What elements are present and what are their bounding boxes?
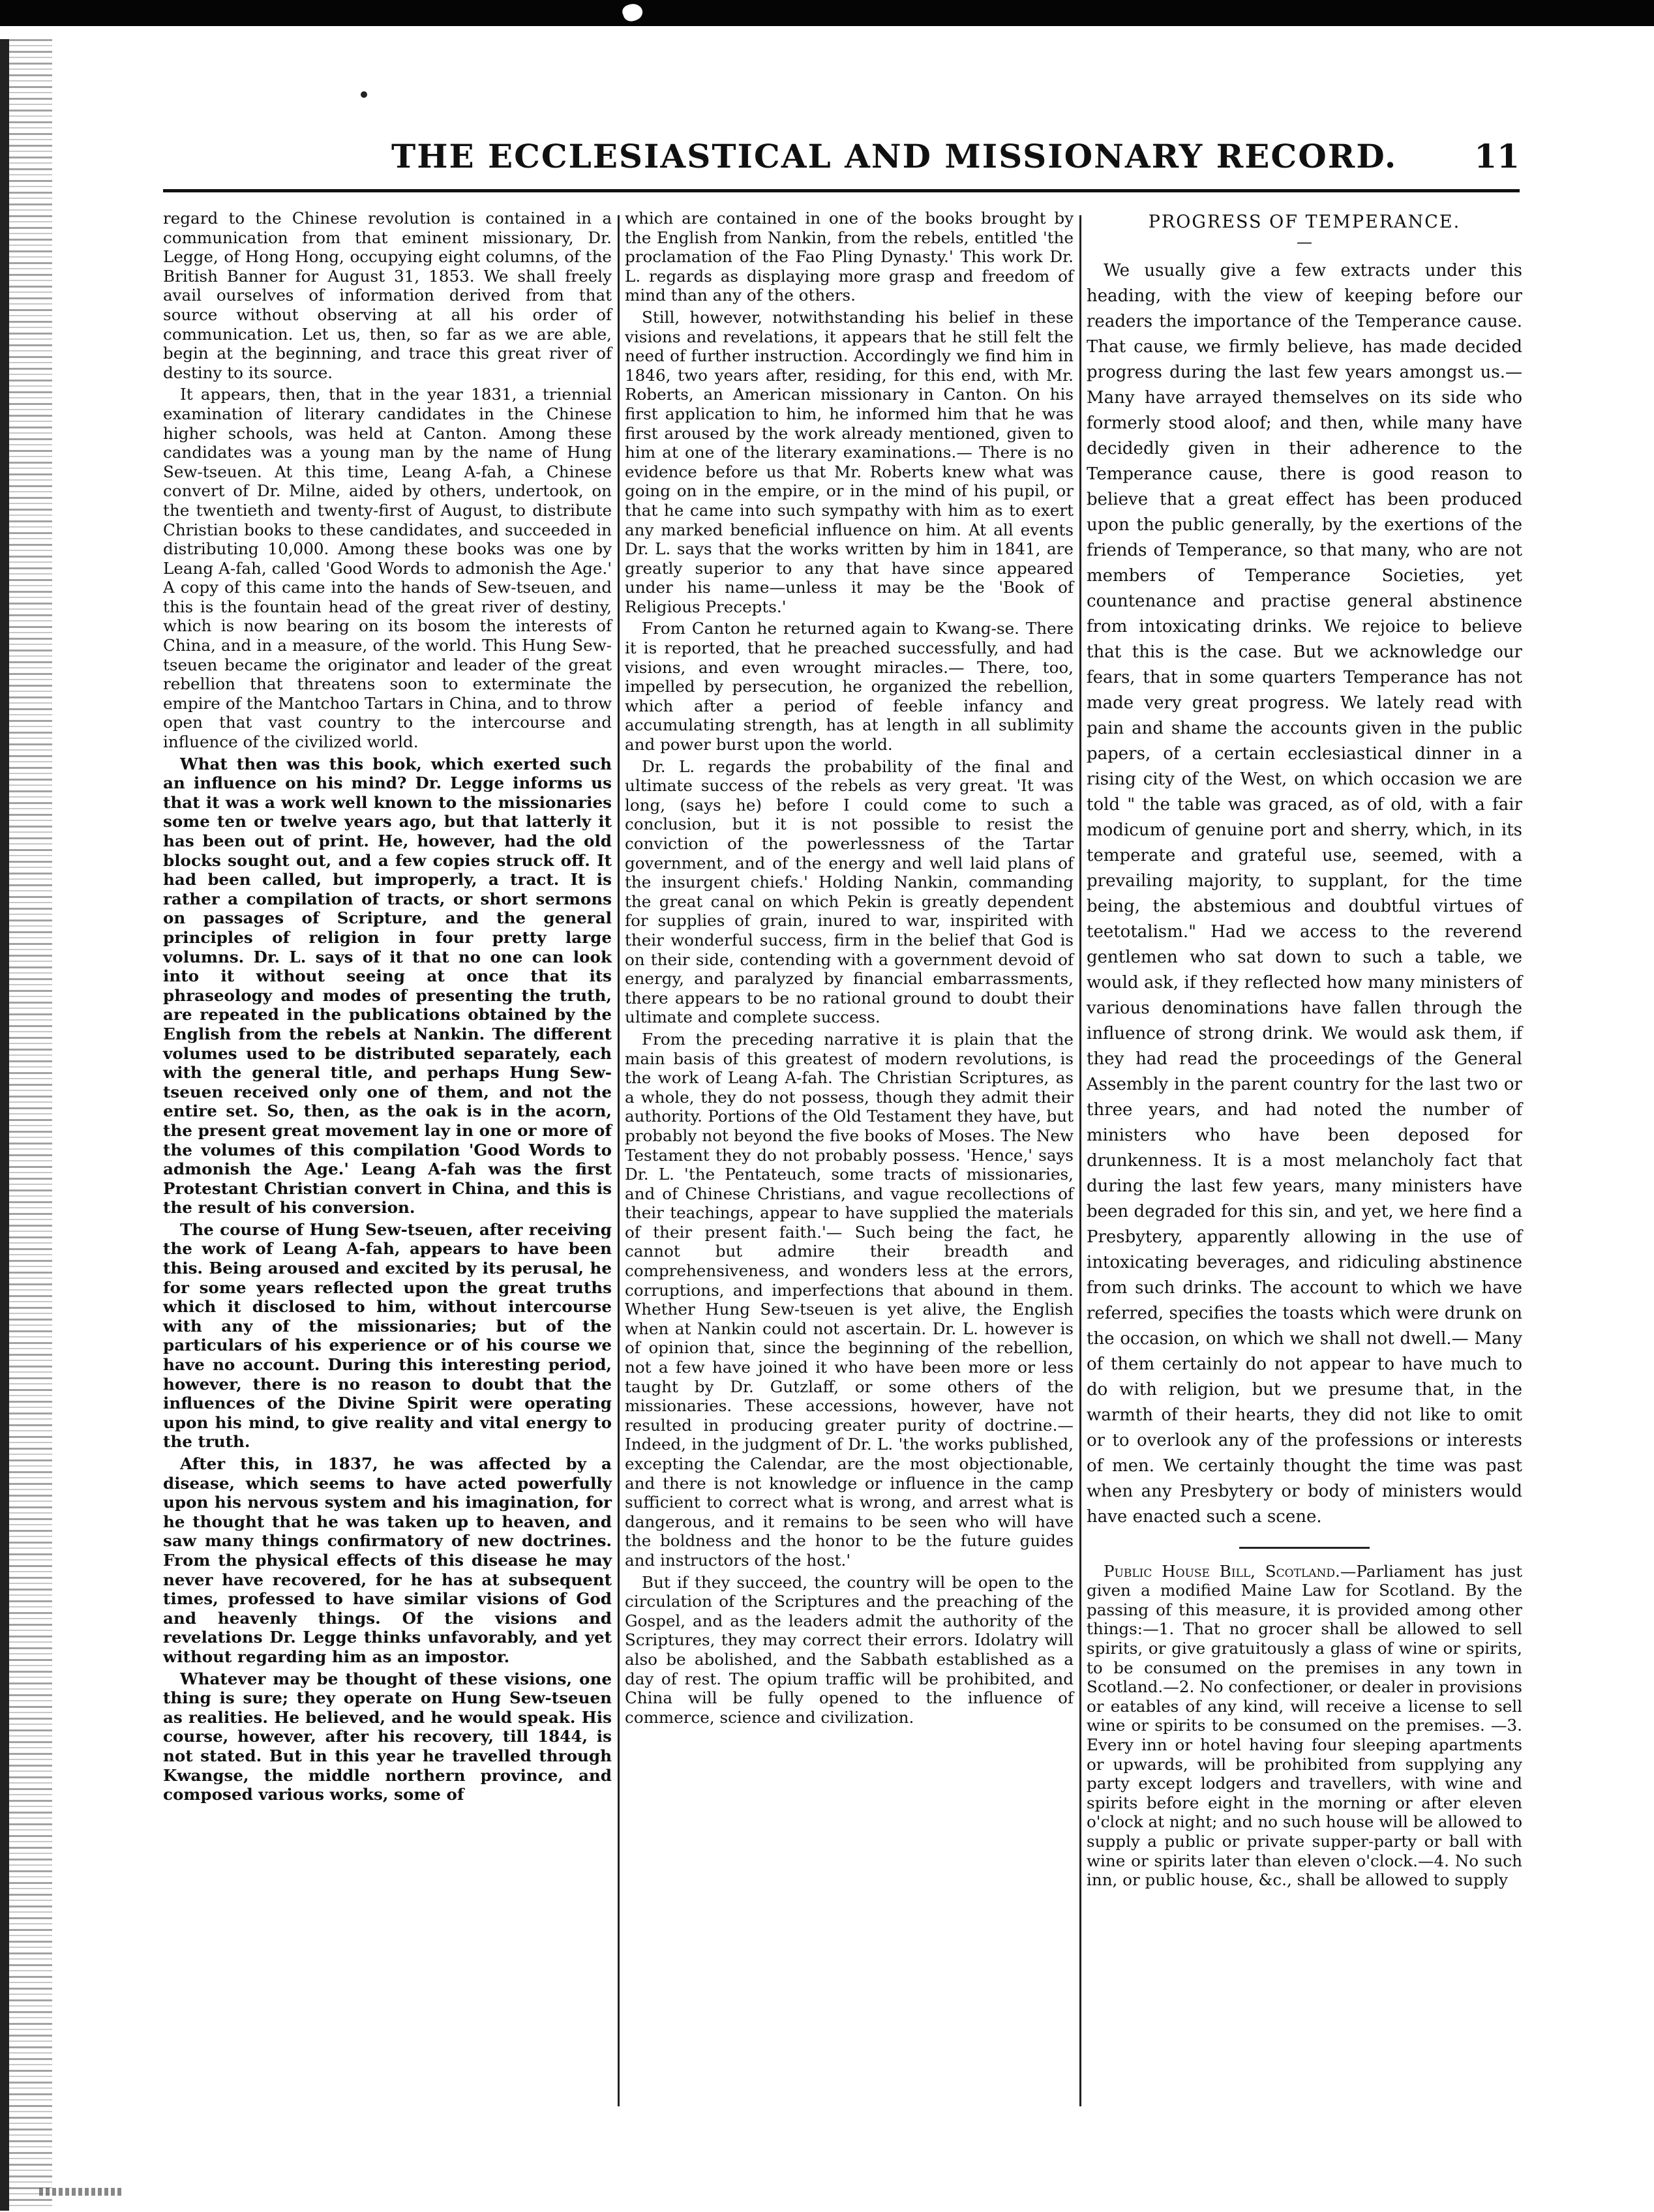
- page-header: [163, 137, 1520, 189]
- column-2: [625, 209, 1074, 1729]
- scan-left-shadow: [0, 39, 9, 2211]
- paragraph: Dr. L. regards the probability of the final and ultimate success of the rebels as very great. 'It was long, (says he) before I could come to such a conclusion, but it is not possible to resist the conviction of the powerlessness of the Tartar government, and of the energy and well laid plans of the insurgent chiefs.' Holding Nankin, commanding the great canal on which Pekin is greatly dependent for supplies of grain, inured to war, inspirited with their wonderful success, firm in the belief that God is on their side, contending with a government devoid of energy, and paralyzed by financial embarrassments, there appears to be no rational ground to doubt their ultimate and complete success.: [625, 756, 1074, 1027]
- paragraph: It appears, then, that in the year 1831, a triennial examination of literary candidates in the Chinese higher schools, was held at Canton. Among these candidates was a young man by the name of Hung Sew-tseuen. At this time, Leang A-fah, a Chinese convert of Dr. Milne, aided by others, undertook, on the twentieth and twenty-first of August, to distribute Christian books to these candidates, and succeeded in distributing 10,000. Among these books was one by Leang A-fah, called 'Good Words to admonish the Age.' A copy of this came into the hands of Sew-tseuen, and this is the fountain head of the great river of destiny, which is now bearing on its bosom the interests of China, and in a measure, of the world. This Hung Sew-tseuen became the originator and leader of the great rebellion that threatens soon to exterminate the empire of the Mantchoo Tartars in China, and to throw open that vast country to the intercourse and influence of the civilized world.: [163, 385, 612, 752]
- paragraph: We usually give a few extracts under this heading, with the view of keeping before our readers the importance of the Temperance cause. That cause, we firmly believe, has made decided progress during the last few years amongst us.— Many have arrayed themselves on its side who formerly stood aloof; and then, while many have decidedly given in their adherence to the Temperance cause, there is good reason to believe that a great effect has been produced upon the public generally, by the exertions of the friends of Temperance, so that many, who are not members of Temperance Societies, yet countenance and practise general abstinence from intoxicating drinks. We rejoice to believe that this is the case. But we acknowledge our fears, that in some quarters Temperance has not made very great progress. We lately read with pain and shame the accounts given in the public papers, of a certain ecclesiastical dinner in a rising city of the West, on which occasion we are told " the table was graced, as of old, with a fair modicum of genuine port and sherry, which, in its temperate and grateful use, seemed, with a prevailing majority, to supplant, for the time being, the abstemious and doubtful virtues of teetotalism." Had we access to the reverend gentlemen who sat down to such a table, we would ask, if they reflected how many ministers of various denominations have fallen through the influence of strong drink. We would ask them, if they had read the proceedings of the General Assembly in the parent country for the last two or three years, and had noted the number of ministers who have been deposed for drunkenness. It is a most melancholy fact that during the last few years, many ministers have been degraded for this sin, and yet, we here find a Presbytery, apparently allowing in the use of intoxicating beverages, and ridiculing abstinence from such drinks. The account to which we have referred, specifies the toasts which were drunk on the occasion, on which we shall not dwell.— Many of them certainly do not appear to have much to do with religion, but we presume that, in the warmth of their hearts, they did not like to omit or to overlook any of the professions or interests of men. We certainly thought the time was past when any Presbytery or body of ministers would have enacted such a scene.: [1087, 260, 1522, 1527]
- paragraph: From the preceding narrative it is plain that the main basis of this greatest of modern revolutions, is the work of Leang A-fah. The Christian Scriptures, as a whole, they do not possess, though they admit their authority. Portions of the Old Testament they have, but probably not beyond the five books of Moses. The New Testament they do not probably possess. 'Hence,' says Dr. L. 'the Pentateuch, some tracts of missionaries, and of Chinese Christians, and vague recollections of their teachings, appear to have supplied the materials of their present faith.'— Such being the fact, he cannot but admire their breadth and comprehensiveness, and wonders less at the errors, corruptions, and imperfections that abound in them. Whether Hung Sew-tseuen is yet alive, the English when at Nankin could not ascertain. Dr. L. however is of opinion that, since the beginning of the rebellion, not a few have joined it who have been more or less taught by Dr. Gutzlaff, or some others of the missionaries. These accessions, however, have not resulted in producing greater purity of doctrine.— Indeed, in the judgment of Dr. L. 'the works published, excepting the Calendar, are the most objectionable, and there is not knowledge or influence in the camp sufficient to correct what is wrong, and arrest what is dangerous, and it remains to be seen who will have the boldness and the honor to be the future guides and instructors of the host.': [625, 1029, 1074, 1570]
- paragraph-text: —Parliament has just given a modified Maine Law for Scotland. By the passing of this measure, it is provided among other things:—1. That no grocer shall be allowed to sell spirits, or give gratuitously a glass of wine or spirits, to be consumed on the premises in any town in Scotland.—2. No confectioner, or dealer in provisions or eatables of any kind, will receive a license to sell wine or spirits to be consumed on the premises. —3. Every inn or hotel having four sleeping apartments or upwards, will be prohibited from supplying any party except lodgers and travellers, with wine and spirits before eight in the morning or after eleven o'clock at night; and no such house will be allowed to supply a public or private supper-party or ball with wine or spirits later than eleven o'clock.—4. No such inn, or public house, &c., shall be allowed to supply: [1087, 1561, 1522, 1890]
- ink-dot: [361, 91, 367, 98]
- paragraph: What then was this book, which exerted such an influence on his mind? Dr. Legge informs us that it was a work well known to the missionaries some ten or twelve years ago, but that latterly it has been out of print. He, however, had the old blocks sought out, and a few copies struck off. It had been called, but improperly, a tract. It is rather a compilation of tracts, or short sermons on passages of Scripture, and the general principles of religion in four pretty large volumns. Dr. L. says of it that no one can look into it without seeing at once that its phraseology and modes of presenting the truth, are repeated in the publications obtained by the English from the rebels at Nankin. The different volumes used to be distributed separately, each with the general title, and perhaps Hung Sew-tseuen received only one of them, and not the entire set. So, then, as the oak is in the acorn, the present great movement lay in one or more of the volumes of this compilation 'Good Words to admonish the Age.' Leang A-fah was the first Protestant Christian convert in China, and this is the result of his conversion.: [163, 754, 612, 1218]
- paragraph: The course of Hung Sew-tseuen, after receiving the work of Leang A-fah, appears to have been this. Being aroused and excited by its perusal, he for some years reflected upon the great truths which it disclosed to him, without intercourse with any of the missionaries; but of the particulars of his experience or of his course we have no account. During this interesting period, however, there is no reason to doubt that the influences of the Divine Spirit were operating upon his mind, to give reality and vital energy to the truth.: [163, 1219, 612, 1452]
- run-in-heading: Public House Bill, Scotland.: [1104, 1561, 1340, 1581]
- section-heading: PROGRESS OF TEMPERANCE.: [1148, 212, 1461, 232]
- page-number: 11: [1474, 137, 1520, 175]
- header-rule: [163, 189, 1520, 192]
- paragraph: which are contained in one of the books brought by the English from Nankin, from the rebels, entitled 'the proclamation of the Fao Pling Dynasty.' This work Dr. L. regards as displaying more grasp and freedom of mind than any of the others.: [625, 209, 1074, 305]
- paragraph: From Canton he returned again to Kwang-se. There it is reported, that he preached successfully, and had visions, and even wrought miracles.— There, too, impelled by persecution, he organized the rebellion, which after a period of feeble infancy and accumulating strength, has at length in all sublimity and power burst upon the world.: [625, 619, 1074, 755]
- column-divider: [1079, 215, 1081, 2106]
- scan-mark: [620, 1, 644, 24]
- paragraph: [1087, 1562, 1522, 1890]
- heading-dash: —: [1297, 232, 1312, 251]
- column-divider: [618, 215, 620, 2106]
- paragraph: Whatever may be thought of these visions, one thing is sure; they operate on Hung Sew-tseuen as realities. He believed, and he would speak. His course, however, after his recovery, till 1844, is not stated. But in this year he travelled through Kwangse, the middle northern province, and composed various works, some of: [163, 1669, 612, 1804]
- column-3: [1087, 209, 1522, 1890]
- paragraph: But if they succeed, the country will be open to the circulation of the Scriptures and the preaching of the Gospel, and as the leaders admit the authority of the Scriptures, they may correct their errors. Idolatry will also be abolished, and the Sabbath established as a day of rest. The opium traffic will be prohibited, and China will be fully opened to the influence of commerce, science and civilization.: [625, 1572, 1074, 1727]
- page-title: THE ECCLESIASTICAL AND MISSIONARY RECORD.: [391, 137, 1398, 175]
- scan-bottom-mark: [39, 2188, 124, 2196]
- paragraph: After this, in 1837, he was affected by a disease, which seems to have acted powerfully upon his nervous system and his imagination, for he thought that he was taken up to heaven, and saw many things confirmatory of new doctrines. From the physical effects of this disease he may never have recovered, for he has at subsequent times, professed to have similar visions of God and heavenly things. Of the visions and revelations Dr. Legge thinks unfavorably, and yet without regarding him as an impostor.: [163, 1454, 612, 1666]
- section-separator: [1239, 1547, 1370, 1549]
- column-1: [163, 209, 612, 1807]
- public-house-bill-article: [1087, 1562, 1522, 1890]
- paragraph: Still, however, notwithstanding his belief in these visions and revelations, it appears that he still felt the need of further instruction. Accordingly we find him in 1846, two years after, residing, for this end, with Mr. Roberts, an American missionary in Canton. On his first application to him, he informed him that he was first aroused by the work already mentioned, given to him at one of the literary examinations.— There is no evidence before us that Mr. Roberts knew what was going on in the empire, or in the mind of his pupil, or that he came into such sympathy with him as to exert any marked beneficial influence on him. At all events Dr. L. says that the works written by him in 1841, are greatly superior to any that have since appeared under his name—unless it may be the 'Book of Religious Precepts.': [625, 307, 1074, 616]
- scan-top-bar: [0, 0, 1654, 26]
- paragraph: regard to the Chinese revolution is contained in a communication from that eminent missionary, Dr. Legge, of Hong Hong, occupying eight columns, of the British Banner for August 31, 1853. We shall freely avail ourselves of information derived from that source without observing at all his order of communication. Let us, then, so far as we are able, begin at the beginning, and trace this great river of destiny to its source.: [163, 209, 612, 382]
- temperance-article: [1087, 258, 1522, 1530]
